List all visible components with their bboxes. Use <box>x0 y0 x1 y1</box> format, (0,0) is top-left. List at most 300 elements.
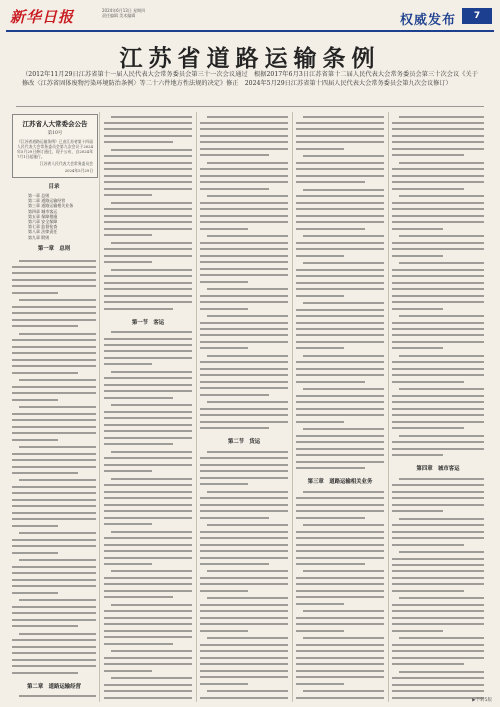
text-line <box>392 509 443 514</box>
text-line <box>200 226 248 231</box>
text-line <box>200 140 288 145</box>
text-line <box>12 638 96 643</box>
text-line <box>207 689 288 694</box>
text-line <box>12 517 96 522</box>
text-line <box>12 670 78 675</box>
text-line <box>296 555 384 560</box>
text-line <box>392 446 484 451</box>
text-line <box>296 440 384 445</box>
text-line <box>104 376 192 381</box>
text-line <box>392 207 484 212</box>
text-line <box>104 422 192 427</box>
text-line <box>104 186 192 191</box>
text-line <box>104 213 192 218</box>
toc-item: 第六章 安全保障 <box>28 219 58 225</box>
text-line <box>296 529 384 534</box>
announcement-body: 《江苏省道路运输条例》已由江苏省第十四届人民代表大会常务委员会第九次会议于2024年5月29日修订通过，现予公布，自2024年7月1日起施行。 <box>17 139 93 159</box>
text-line <box>296 247 384 252</box>
text-line <box>12 437 58 442</box>
text-line <box>296 194 384 199</box>
text-line <box>392 287 484 292</box>
text-line <box>392 393 484 398</box>
text-line <box>200 588 248 593</box>
text-line <box>104 695 192 699</box>
text-line <box>200 469 288 474</box>
text-line <box>392 413 484 418</box>
text-line <box>104 442 173 447</box>
text-line <box>104 336 192 341</box>
text-line <box>104 689 192 694</box>
text-line <box>12 604 96 609</box>
text-line <box>12 324 78 329</box>
text-line <box>104 549 192 554</box>
text-line <box>200 320 288 325</box>
text-line <box>296 413 384 418</box>
text-line <box>200 146 288 151</box>
chapter-heading: 第三章 道路运输相关业务 <box>307 479 373 486</box>
text-line <box>104 456 192 461</box>
text-line <box>104 522 152 527</box>
text-line <box>392 240 484 245</box>
text-line <box>296 642 384 647</box>
column-divider <box>292 112 293 702</box>
chapter-heading: 第一章 总则 <box>37 245 71 252</box>
text-line <box>296 601 344 606</box>
text-line <box>104 355 192 360</box>
text-line <box>200 379 288 384</box>
text-line <box>104 655 192 660</box>
text-line <box>392 426 464 431</box>
text-line <box>303 489 384 494</box>
text-line <box>296 220 384 225</box>
text-line <box>200 306 248 311</box>
text-line <box>104 429 192 434</box>
text-line <box>399 234 484 239</box>
text-line <box>104 515 192 520</box>
toc-item: 第三章 道路运输相关业务 <box>28 203 74 209</box>
text-line <box>12 271 96 276</box>
text-line <box>296 542 384 547</box>
announcement-box <box>12 114 98 178</box>
text-line <box>12 317 96 322</box>
text-line <box>392 642 484 647</box>
text-line <box>392 186 464 191</box>
text-line <box>200 386 288 391</box>
text-line <box>111 569 192 574</box>
text-line <box>200 649 288 654</box>
text-line <box>12 311 96 316</box>
text-line <box>399 387 484 392</box>
text-line <box>19 694 96 699</box>
text-line <box>111 649 192 654</box>
text-line <box>207 194 288 199</box>
text-line <box>303 154 384 159</box>
text-line <box>392 556 484 561</box>
text-line <box>104 575 192 580</box>
text-line <box>296 681 344 686</box>
text-line <box>111 369 192 374</box>
text-line <box>399 596 484 601</box>
text-line <box>392 483 484 488</box>
text-line <box>296 180 365 185</box>
announcement-date: 2024年5月29日 <box>64 168 93 173</box>
text-line <box>200 127 288 132</box>
text-line <box>207 569 288 574</box>
text-line <box>296 379 365 384</box>
text-line <box>296 307 384 312</box>
continued-marker: ▶下转5版 <box>472 698 492 703</box>
text-line <box>200 496 288 501</box>
text-line <box>200 413 288 418</box>
text-line <box>12 590 58 595</box>
text-line <box>12 504 96 509</box>
toc-item: 第七章 监督检查 <box>28 224 58 230</box>
text-line <box>104 154 192 159</box>
text-line <box>399 353 484 358</box>
text-line <box>296 140 384 145</box>
text-line <box>296 655 384 660</box>
text-line <box>19 445 96 450</box>
text-line <box>392 502 484 507</box>
text-line <box>296 668 384 673</box>
text-line <box>392 127 484 132</box>
text-line <box>104 496 192 501</box>
text-line <box>12 384 96 389</box>
text-line <box>104 180 192 185</box>
text-line <box>104 226 192 231</box>
text-line <box>104 382 192 387</box>
text-line <box>12 564 96 569</box>
text-line <box>296 549 384 554</box>
article-title: 江苏省道路运输条例 <box>119 45 381 72</box>
text-line <box>392 333 484 338</box>
text-line <box>296 496 384 501</box>
text-line <box>12 584 96 589</box>
text-line <box>392 523 484 528</box>
text-line <box>392 140 484 145</box>
text-line <box>200 360 288 365</box>
text-line <box>104 167 192 172</box>
text-line <box>392 649 484 654</box>
text-line <box>296 582 384 587</box>
text-line <box>207 314 288 319</box>
text-line <box>392 200 484 205</box>
text-line <box>104 561 152 566</box>
text-line <box>399 194 484 199</box>
text-line <box>207 489 288 494</box>
text-line <box>200 133 288 138</box>
text-line <box>296 274 384 279</box>
text-line <box>12 624 78 629</box>
text-line <box>200 300 288 305</box>
text-line <box>399 160 484 165</box>
text-line <box>12 510 96 515</box>
text-line <box>392 120 484 125</box>
text-line <box>392 213 484 218</box>
text-line <box>200 392 269 397</box>
text-line <box>200 628 248 633</box>
text-line <box>111 476 192 481</box>
text-line <box>104 409 192 414</box>
text-line <box>392 379 464 384</box>
text-line <box>200 582 288 587</box>
text-line <box>296 433 384 438</box>
text-line <box>104 193 152 198</box>
text-line <box>12 458 96 463</box>
text-line <box>200 153 269 158</box>
text-line <box>12 344 96 349</box>
chapter-heading: 第二节 货运 <box>227 439 261 446</box>
text-line <box>200 339 288 344</box>
text-line <box>12 364 96 369</box>
text-line <box>104 609 192 614</box>
text-line <box>200 333 288 338</box>
text-line <box>303 636 384 641</box>
text-line <box>111 114 192 119</box>
text-line <box>200 475 288 480</box>
text-line <box>200 213 288 218</box>
text-line <box>200 240 288 245</box>
text-line <box>19 405 96 410</box>
text-line <box>392 662 464 667</box>
text-line <box>392 306 443 311</box>
text-line <box>303 301 384 306</box>
section-title: 权威发布 <box>399 13 456 28</box>
text-line <box>104 622 192 627</box>
issue-editors: 责任编辑 美术编辑 <box>102 13 136 18</box>
text-line <box>12 550 58 555</box>
text-line <box>12 451 96 456</box>
text-line <box>392 226 443 231</box>
text-line <box>392 682 484 687</box>
text-line <box>200 426 269 431</box>
text-line <box>104 682 192 687</box>
text-line <box>303 187 384 192</box>
text-line <box>200 509 288 514</box>
text-line <box>392 615 484 620</box>
text-line <box>296 293 344 298</box>
text-line <box>200 462 288 467</box>
text-line <box>104 641 173 646</box>
text-line <box>200 186 269 191</box>
text-line <box>392 366 484 371</box>
text-line <box>19 298 96 303</box>
text-line <box>296 327 384 332</box>
text-line <box>296 160 384 165</box>
text-line <box>399 669 484 674</box>
text-line <box>200 180 288 185</box>
text-line <box>104 274 192 279</box>
text-line <box>104 220 192 225</box>
text-line <box>104 306 173 311</box>
text-line <box>104 668 152 673</box>
text-line <box>296 615 384 620</box>
text-line <box>200 456 288 461</box>
text-line <box>12 611 96 616</box>
text-line <box>12 338 96 343</box>
text-line <box>296 320 384 325</box>
text-line <box>392 575 484 580</box>
text-line <box>19 631 96 636</box>
text-line <box>200 207 288 212</box>
text-line <box>296 628 344 633</box>
text-line <box>104 173 192 178</box>
text-line <box>207 234 288 239</box>
text-line <box>296 515 365 520</box>
text-line <box>200 549 288 554</box>
text-line <box>200 681 248 686</box>
text-line <box>111 200 192 205</box>
text-line <box>392 689 484 694</box>
text-line <box>296 588 384 593</box>
text-line <box>104 536 192 541</box>
column-3-body <box>200 114 288 699</box>
text-line <box>200 327 288 332</box>
text-line <box>104 362 152 367</box>
text-line <box>12 284 96 289</box>
text-line <box>104 489 192 494</box>
text-line <box>296 366 384 371</box>
text-line <box>200 602 288 607</box>
chapter-heading: 第二章 道路运输经营 <box>27 683 81 690</box>
text-line <box>200 167 288 172</box>
text-line <box>200 253 288 258</box>
text-line <box>12 497 96 502</box>
text-line <box>303 114 384 119</box>
text-line <box>392 247 484 252</box>
text-line <box>296 400 384 405</box>
text-line <box>392 655 484 660</box>
text-line <box>207 523 288 528</box>
column-1-body <box>12 258 96 699</box>
text-line <box>12 391 96 396</box>
text-line <box>207 400 288 405</box>
text-line <box>392 489 484 494</box>
text-line <box>200 536 288 541</box>
text-line <box>200 609 288 614</box>
text-line <box>303 387 384 392</box>
text-line <box>399 314 484 319</box>
text-line <box>200 273 288 278</box>
text-line <box>392 146 484 151</box>
text-line <box>12 544 96 549</box>
text-line <box>104 483 192 488</box>
text-line <box>19 331 96 336</box>
text-line <box>12 290 58 295</box>
text-line <box>12 277 96 282</box>
text-line <box>296 502 384 507</box>
text-line <box>200 615 288 620</box>
text-line <box>296 393 384 398</box>
text-line <box>392 360 484 365</box>
text-line <box>392 173 484 178</box>
text-line <box>296 253 344 258</box>
text-line <box>111 449 192 454</box>
text-line <box>111 267 192 272</box>
text-line <box>207 449 288 454</box>
text-line <box>200 120 288 125</box>
text-line <box>200 373 288 378</box>
text-line <box>200 482 248 487</box>
text-line <box>399 476 484 481</box>
text-line <box>111 240 192 245</box>
text-line <box>104 287 192 292</box>
column-divider <box>196 112 197 702</box>
text-line <box>392 253 443 258</box>
text-line <box>200 366 288 371</box>
text-line <box>104 253 192 258</box>
text-line <box>104 628 192 633</box>
column-5-body <box>392 114 484 699</box>
text-line <box>296 453 384 458</box>
toc-item: 第五章 保障措施 <box>28 213 58 219</box>
text-line <box>12 491 96 496</box>
column-divider <box>388 112 389 702</box>
text-line <box>296 267 384 272</box>
text-line <box>399 114 484 119</box>
text-line <box>296 173 384 178</box>
text-line <box>200 502 288 507</box>
text-line <box>104 233 152 238</box>
text-line <box>392 562 484 567</box>
toc-item: 第二章 道路运输经营 <box>28 198 66 204</box>
text-line <box>200 419 288 424</box>
text-line <box>200 668 288 673</box>
text-line <box>104 555 192 560</box>
text-line <box>104 343 192 348</box>
text-line <box>200 555 288 560</box>
text-line <box>104 582 192 587</box>
title-rule <box>16 106 484 107</box>
text-line <box>12 351 96 356</box>
text-line <box>12 431 96 436</box>
text-line <box>392 346 443 351</box>
text-line <box>392 453 443 458</box>
text-line <box>296 536 384 541</box>
text-line <box>200 260 288 265</box>
text-line <box>104 588 192 593</box>
text-line <box>392 569 484 574</box>
text-line <box>207 636 288 641</box>
text-line <box>392 602 484 607</box>
text-line <box>12 523 58 528</box>
text-line <box>392 582 484 587</box>
text-line <box>296 459 384 464</box>
text-line <box>392 536 484 541</box>
text-line <box>303 523 384 528</box>
text-line <box>104 127 192 132</box>
text-line <box>104 389 192 394</box>
text-line <box>303 427 384 432</box>
text-line <box>12 644 96 649</box>
text-line <box>104 509 192 514</box>
text-line <box>392 293 484 298</box>
text-line <box>296 146 344 151</box>
text-line <box>392 180 484 185</box>
text-line <box>296 675 384 680</box>
text-line <box>200 662 288 667</box>
text-line <box>392 274 484 279</box>
text-line <box>104 293 192 298</box>
text-line <box>296 207 384 212</box>
text-line <box>12 370 78 375</box>
text-line <box>12 357 96 362</box>
chapter-heading: 第一节 客运 <box>131 319 165 326</box>
text-line <box>303 689 384 694</box>
text-line <box>296 622 384 627</box>
text-line <box>392 153 464 158</box>
text-line <box>19 478 96 483</box>
